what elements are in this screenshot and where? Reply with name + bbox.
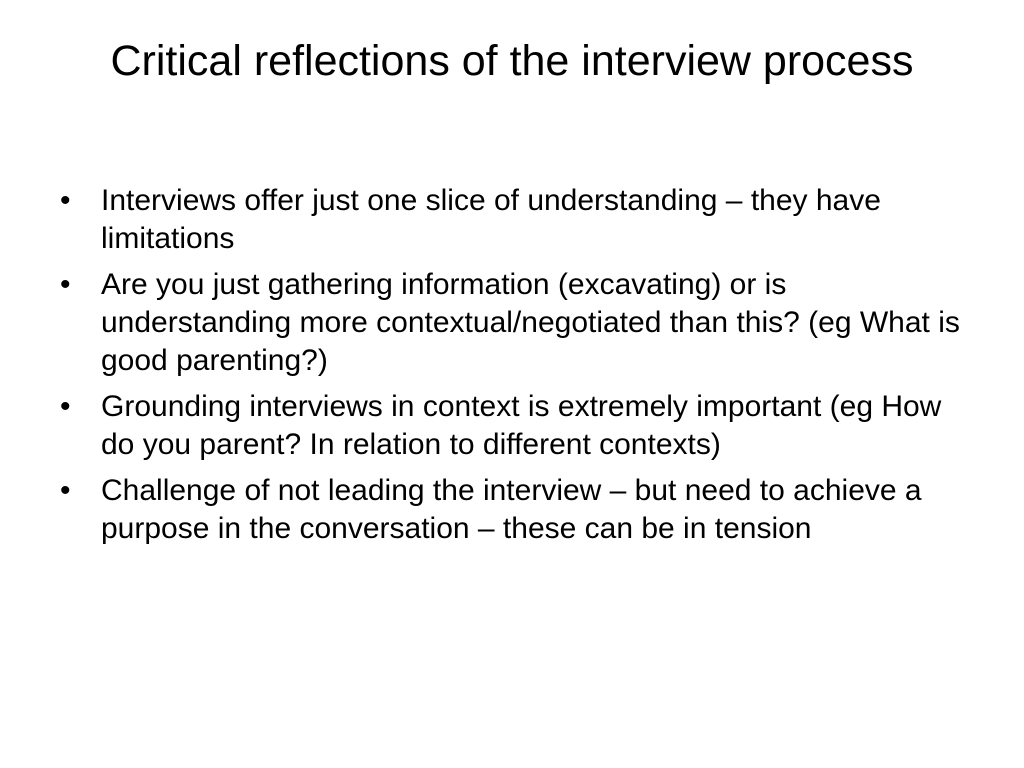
bullet-text: Grounding interviews in context is extremely important (eg How do you parent? In relation to different contexts) [101, 390, 942, 461]
bullet-item [52, 266, 972, 380]
bullet-text: Interviews offer just one slice of understanding – they have limitations [101, 184, 881, 255]
bullet-list [52, 182, 972, 556]
bullet-item [52, 388, 972, 464]
bullet-icon: • [60, 474, 71, 507]
bullet-text: Are you just gathering information (excavating) or is understanding more contextual/negotiated than this? (eg What is good parenting?) [101, 268, 960, 377]
slide-title: Critical reflections of the interview process [110, 37, 914, 85]
bullet-item [52, 182, 972, 258]
bullet-icon: • [60, 268, 71, 301]
bullet-icon: • [60, 184, 71, 217]
bullet-text: Challenge of not leading the interview – but need to achieve a purpose in the conversation – these can be in tension [101, 474, 922, 545]
bullet-item [52, 472, 972, 548]
bullet-icon: • [60, 390, 71, 423]
